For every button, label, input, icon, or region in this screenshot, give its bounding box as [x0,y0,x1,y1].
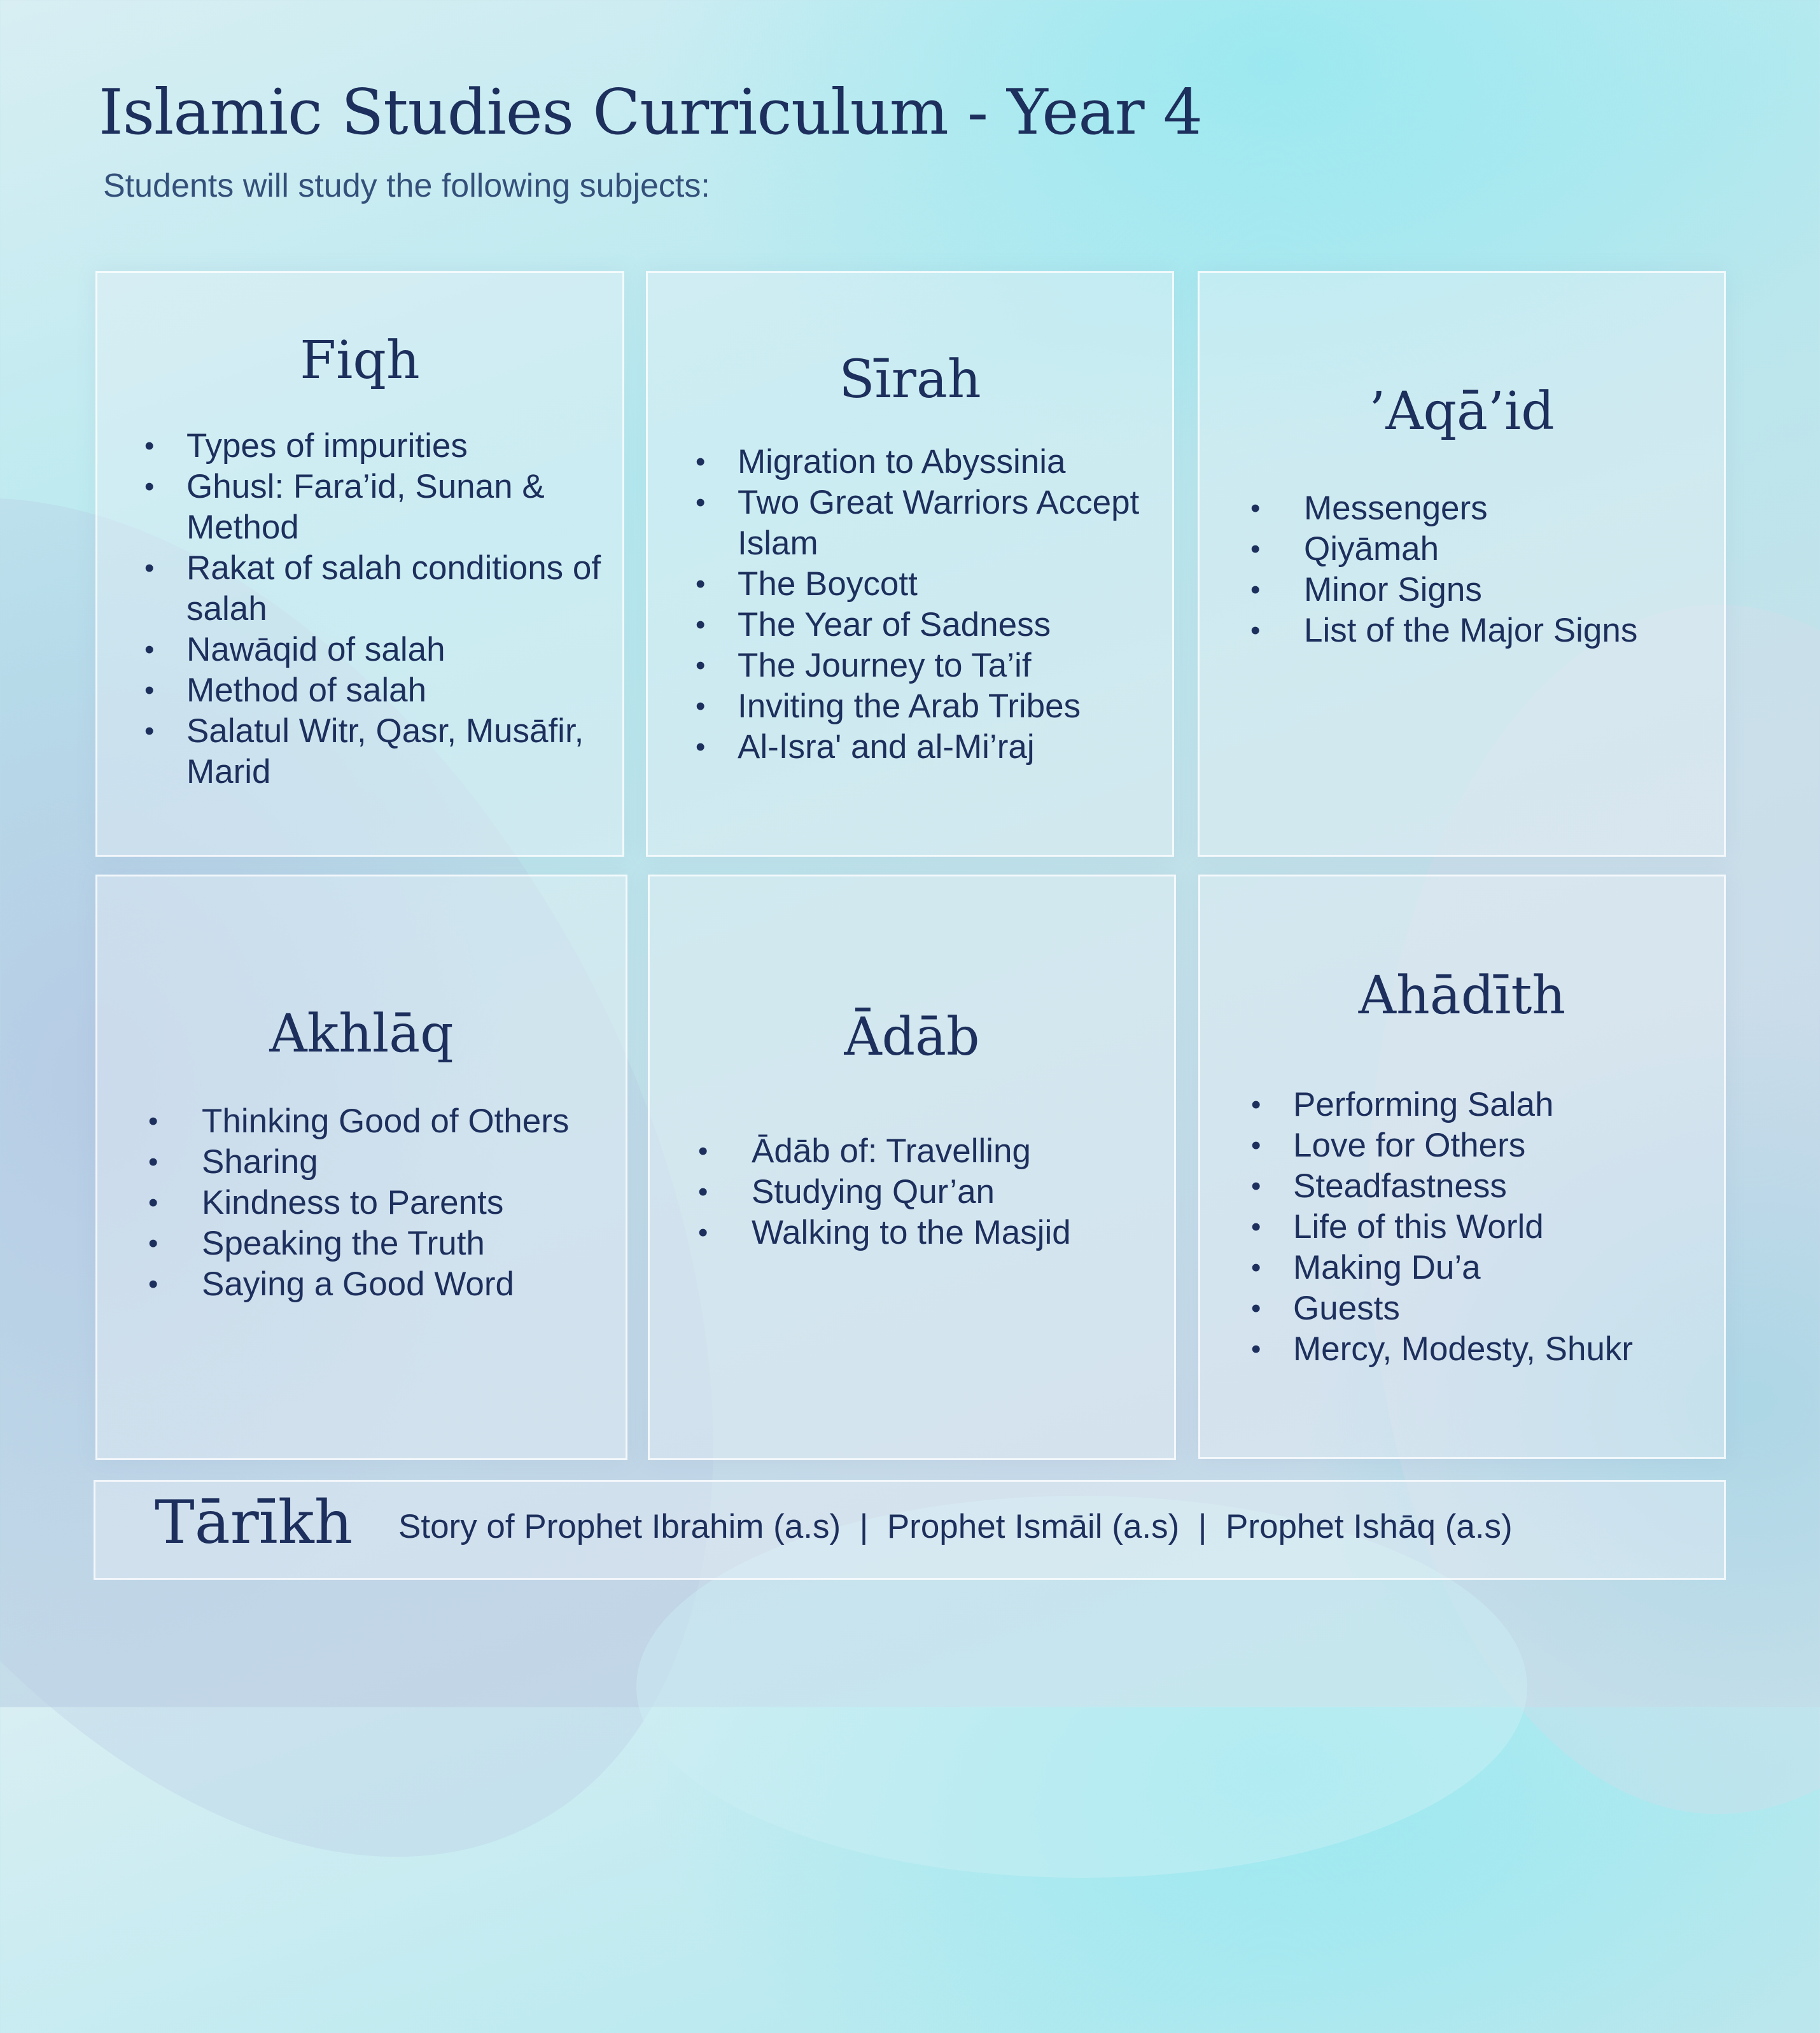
topic-item: • Types of impurities [144,426,603,467]
page-subtitle: Students will study the following subjects: [103,167,710,204]
subject-title: Fiqh [300,330,420,391]
subject-topic-list [148,1101,619,1305]
topic-item: • Performing Salah [1251,1085,1722,1125]
topic-item: • Salatul Witr, Qasr, Musāfir, Marid [144,711,603,792]
topic-item: • Saying a Good Word [148,1264,619,1305]
subject-card-adab [648,875,1176,1460]
topic-item: • Love for Others [1251,1125,1722,1166]
topic-item: • Thinking Good of Others [148,1101,619,1142]
topic-item: • Kindness to Parents [148,1183,619,1223]
topic-item: • Life of this World [1251,1207,1722,1248]
subject-topic-list [1251,1085,1722,1370]
topic-item: • List of the Major Signs [1250,610,1721,651]
topic-item: • Messengers [1250,488,1721,529]
topic-item: • Minor Signs [1250,570,1721,610]
subject-title: Sīrah [839,349,981,410]
topic-item: • Method of salah [144,670,603,711]
subject-topic-list [696,442,1170,768]
topic-item: • Studying Qur’an [698,1172,1169,1213]
topic-item: • Mercy, Modesty, Shukr [1251,1329,1722,1370]
subject-topic-list [144,426,603,792]
topic-item: • Speaking the Truth [148,1223,619,1264]
topic-item: • Guests [1251,1288,1722,1329]
tarikh-topics: Story of Prophet Ibrahim (a.s) | Prophet Ismāil (a.s) | Prophet Ishāq (a.s) [398,1508,1513,1545]
topic-item: • Two Great Warriors Accept Islam [696,482,1170,564]
topic-item: • The Boycott [696,564,1170,605]
subject-title: Ahādīth [1358,966,1566,1026]
topic-item: • Ādāb of: Travelling [698,1131,1169,1172]
subject-topic-list [698,1131,1169,1253]
topic-item: • Walking to the Masjid [698,1213,1169,1253]
topic-item: • The Journey to Ta’if [696,645,1170,686]
topic-item: • Al-Isra' and al-Mi’raj [696,727,1170,768]
topic-item: • Ghusl: Fara’id, Sunan & Method [144,467,603,548]
subject-card-ahadith [1198,875,1726,1459]
subject-card-akhlaq [95,875,627,1460]
page-title: Islamic Studies Curriculum - Year 4 [99,76,1203,149]
subject-card-fiqh [95,271,624,857]
topic-item: • Sharing [148,1142,619,1183]
topic-item: • Steadfastness [1251,1166,1722,1207]
subject-title: Ādāb [844,1007,980,1067]
topic-item: • Qiyāmah [1250,529,1721,570]
subject-card-aqaid [1198,271,1726,857]
topic-item: • Migration to Abyssinia [696,442,1170,482]
topic-item: • Nawāqid of salah [144,630,603,670]
tarikh-banner [94,1480,1726,1580]
topic-item: • The Year of Sadness [696,605,1170,645]
tarikh-title: Tārīkh [155,1488,353,1558]
subject-topic-list [1250,488,1721,651]
subject-title: ’Aqā’id [1369,381,1555,442]
subject-card-sirah [646,271,1174,857]
subject-title: Akhlāq [269,1004,454,1064]
topic-item: • Rakat of salah conditions of salah [144,548,603,630]
topic-item: • Inviting the Arab Tribes [696,686,1170,727]
topic-item: • Making Du’a [1251,1248,1722,1288]
